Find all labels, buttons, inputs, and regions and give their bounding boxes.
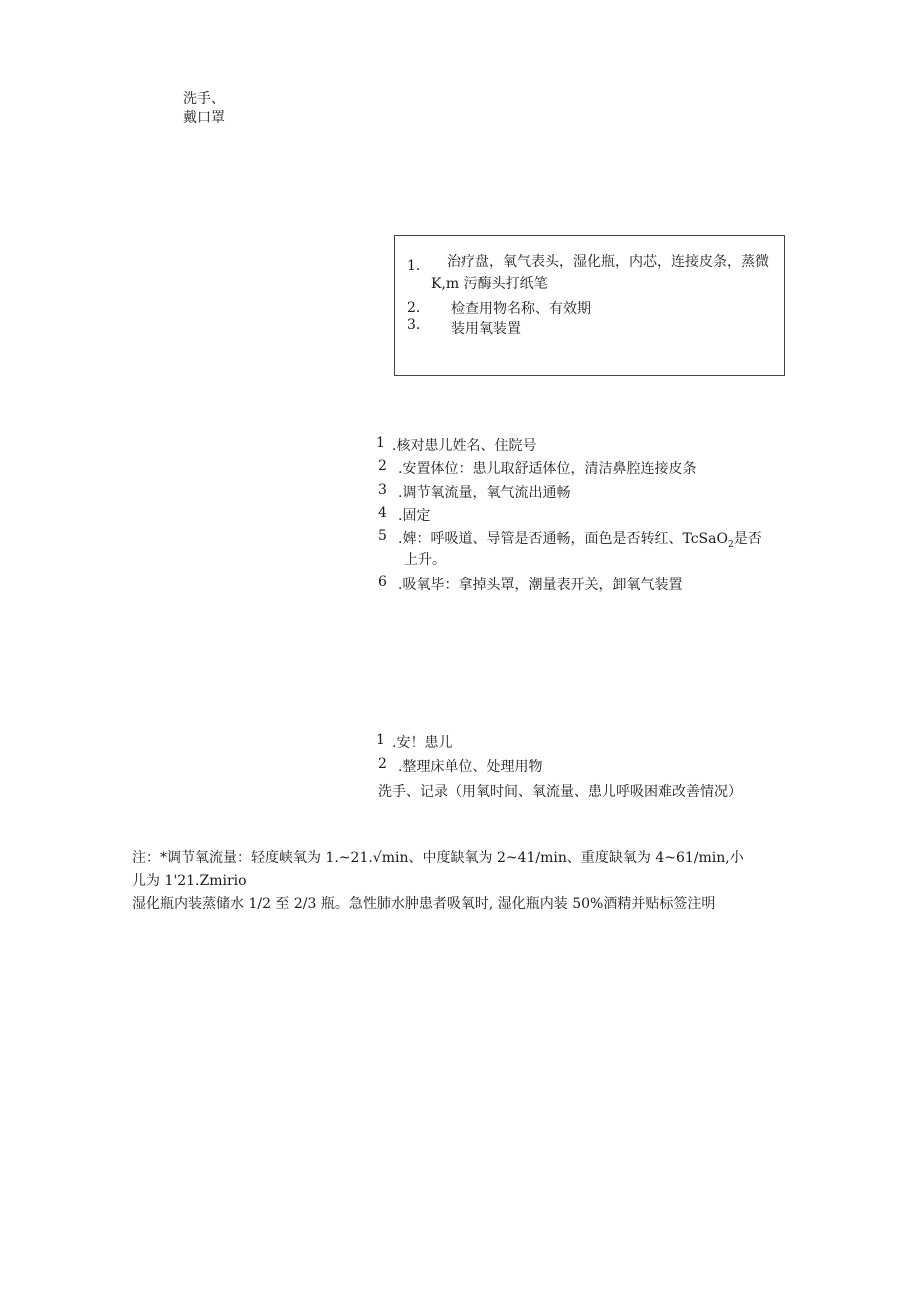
note-line: 湿化瓶内装蒸储水 1/2 至 2/3 瓶。急性肺水肿患者吸氧时, 湿化瓶内装 50%酒精并贴标签注明 [132, 896, 716, 912]
step-number: 3 [378, 482, 387, 498]
step-text-continuation: 上升。 [404, 552, 446, 568]
supply-item-text: 治疗盘，氧气表头，湿化瓶，内芯，连接皮条，蒸微 [447, 254, 769, 270]
step-number: 2 [378, 756, 387, 772]
note-line: 儿为 1'21.Zmirio [132, 873, 247, 889]
supply-item-text: 检查用物名称、有效期 [451, 301, 591, 317]
step-text: .固定 [398, 508, 431, 524]
supply-number: 1. [407, 258, 421, 274]
supply-item-continuation: K,m 污酶头打纸笔 [431, 276, 548, 292]
preparation-line-2: 戴口罩 [183, 110, 225, 126]
step-text: .调节氧流量，氧气流出通畅 [398, 485, 571, 501]
preparation-block [183, 90, 225, 128]
supply-number: 3. [407, 317, 421, 333]
step-number: 2 [378, 458, 387, 474]
step-text: .婢：呼吸道、导管是否通畅，面色是否转红、TcSaO$_2$是否 [398, 531, 762, 550]
step-text: .整理床单位、处理用物 [398, 759, 543, 775]
step-number: 1 [376, 732, 385, 748]
preparation-line-1: 洗手、 [183, 91, 225, 107]
step-text: .吸氧毕：拿掉头罩，潮量表开关，卸氧气装置 [398, 577, 683, 593]
step-text: .安！患儿 [392, 735, 453, 751]
step-number: 1 [376, 435, 385, 451]
step-number: 5 [378, 528, 387, 544]
supply-item-text: 装用氧装置 [451, 321, 521, 337]
supply-number: 2. [407, 300, 421, 316]
note-line: 注：*调节氧流量：轻度峡氧为 1.~21.√min、中度缺氧为 2~41∕min、重度缺氧为 4~61∕min,小 [132, 850, 744, 866]
step-number: 4 [378, 505, 387, 521]
supplies-box [394, 235, 785, 376]
step-number: 6 [378, 574, 387, 590]
final-step-text: 洗手、记录（用氧时间、氧流量、患儿呼吸困难改善情况） [378, 784, 742, 800]
step-text: .核对患儿姓名、住院号 [392, 438, 537, 454]
step-text: .安置体位：患儿取舒适体位，清洁鼻腔连接皮条 [398, 461, 697, 477]
